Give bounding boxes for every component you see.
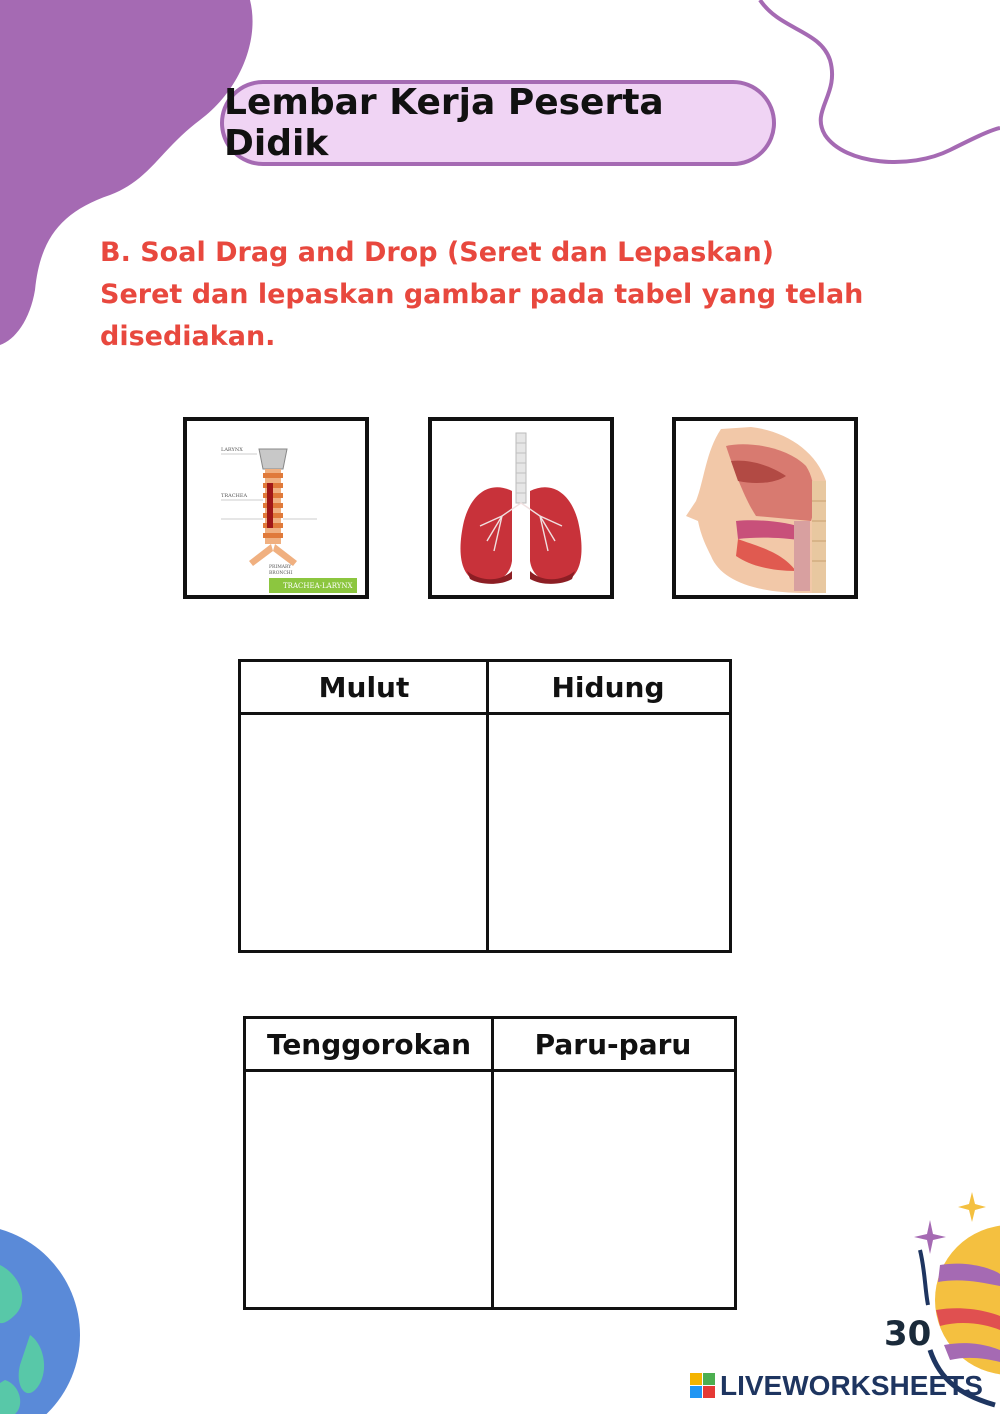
nasal-cavity-icon <box>676 421 854 595</box>
drop-table-1 <box>238 659 732 953</box>
draggable-card-trachea[interactable] <box>183 417 369 599</box>
drop-zone-hidung[interactable] <box>489 715 729 950</box>
drop-table-2 <box>243 1016 737 1310</box>
page-number: 30 <box>884 1314 932 1354</box>
trachea-larynx-icon <box>187 421 365 595</box>
instruction-line-1: Seret dan lepaskan gambar pada tabel yang telah <box>100 279 864 310</box>
brand-name: LIVEWORKSHEETS <box>720 1370 983 1401</box>
trachea-caption: TRACHEA-LARYNX <box>283 582 353 590</box>
drop-zone-mulut[interactable] <box>241 715 486 950</box>
section-heading: B. Soal Drag and Drop (Seret dan Lepaskan) <box>100 237 775 268</box>
planet-decoration-left <box>0 1205 90 1414</box>
drop-zone-tenggorokan[interactable] <box>246 1072 491 1307</box>
draggable-card-lungs[interactable] <box>428 417 614 599</box>
worksheet-title-banner <box>220 80 776 166</box>
label-larynx: LARYNX <box>221 447 243 453</box>
label-trachea: TRACHEA <box>221 493 248 499</box>
label-bronchi: BRONCHI <box>269 571 293 576</box>
draggable-card-nasal-cavity[interactable] <box>672 417 858 599</box>
top-right-wave-decoration <box>750 0 1000 180</box>
column-header-hidung: Hidung <box>551 670 665 704</box>
label-primary: PRIMARY <box>269 565 292 570</box>
worksheet-title: Lembar Kerja Peserta Didik <box>224 82 664 164</box>
instruction-line-2: disediakan. <box>100 321 276 352</box>
column-header-paru-paru: Paru-paru <box>534 1027 692 1061</box>
drop-zone-paru-paru[interactable] <box>494 1072 734 1307</box>
column-header-tenggorokan: Tenggorokan <box>266 1027 472 1061</box>
liveworksheets-brand[interactable] <box>690 1370 983 1402</box>
lungs-icon <box>432 421 610 595</box>
column-header-mulut: Mulut <box>318 670 410 704</box>
liveworksheets-logo-icon <box>690 1373 716 1399</box>
